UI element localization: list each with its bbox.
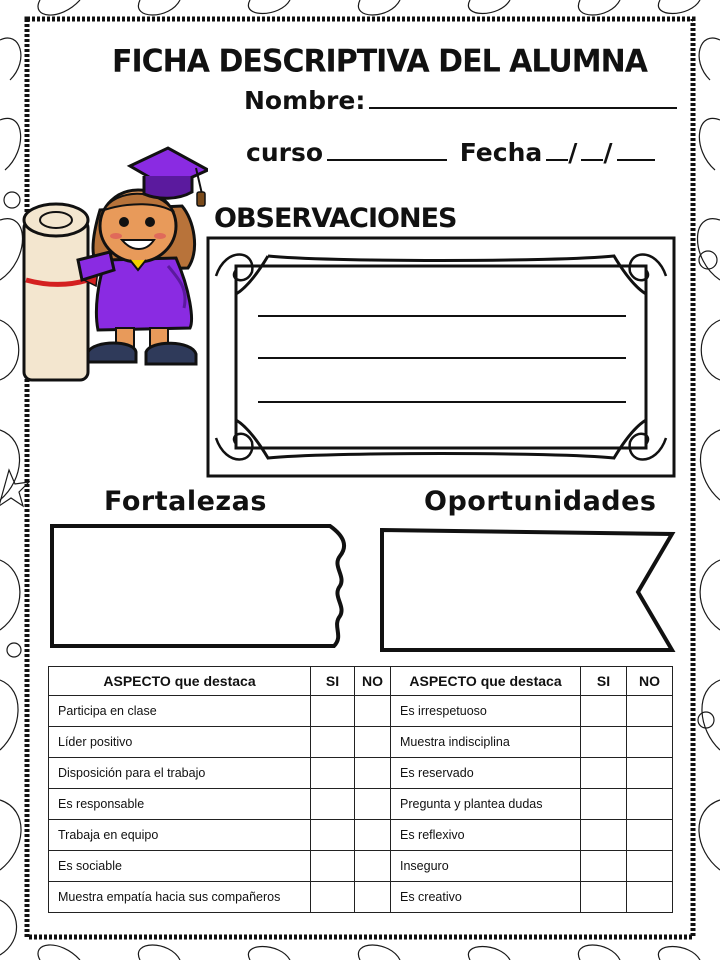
no-checkbox-cell[interactable] <box>355 789 391 820</box>
no-checkbox-cell[interactable] <box>627 727 673 758</box>
si-checkbox-cell[interactable] <box>311 727 355 758</box>
aspecto-right-cell: Es irrespetuoso <box>391 696 581 727</box>
table-row <box>49 789 673 820</box>
header-no-right: NO <box>627 667 673 696</box>
si-checkbox-cell[interactable] <box>581 758 627 789</box>
aspecto-left-cell: Trabaja en equipo <box>49 820 311 851</box>
no-checkbox-cell[interactable] <box>627 851 673 882</box>
si-checkbox-cell[interactable] <box>581 696 627 727</box>
si-checkbox-cell[interactable] <box>581 882 627 913</box>
aspecto-left-cell: Es responsable <box>49 789 311 820</box>
oportunidades-title: Oportunidades <box>424 486 657 517</box>
header-aspecto-right: ASPECTO que destaca <box>391 667 581 696</box>
si-checkbox-cell[interactable] <box>581 727 627 758</box>
fecha-day-blank[interactable] <box>546 139 568 161</box>
fortalezas-title: Fortalezas <box>104 486 267 517</box>
aspecto-left-cell: Disposición para el trabajo <box>49 758 311 789</box>
header-no-left: NO <box>355 667 391 696</box>
aspecto-right-cell: Es creativo <box>391 882 581 913</box>
oportunidades-box[interactable] <box>378 526 678 654</box>
aspecto-left-cell: Es sociable <box>49 851 311 882</box>
aspecto-right-cell: Muestra indisciplina <box>391 727 581 758</box>
curso-blank-line[interactable] <box>327 139 447 161</box>
fecha-label: Fecha <box>459 138 543 167</box>
si-checkbox-cell[interactable] <box>311 758 355 789</box>
aspecto-right-cell: Es reservado <box>391 758 581 789</box>
curso-fecha-row <box>246 138 655 167</box>
aspecto-right-cell: Pregunta y plantea dudas <box>391 789 581 820</box>
si-checkbox-cell[interactable] <box>311 820 355 851</box>
si-checkbox-cell[interactable] <box>581 820 627 851</box>
nombre-blank-line[interactable] <box>369 87 677 109</box>
no-checkbox-cell[interactable] <box>355 820 391 851</box>
table-row <box>49 820 673 851</box>
fecha-separator-1: / <box>568 138 578 167</box>
si-checkbox-cell[interactable] <box>311 696 355 727</box>
fecha-separator-2: / <box>603 138 613 167</box>
fecha-month-blank[interactable] <box>581 139 603 161</box>
si-checkbox-cell[interactable] <box>311 882 355 913</box>
no-checkbox-cell[interactable] <box>627 758 673 789</box>
no-checkbox-cell[interactable] <box>627 820 673 851</box>
page-title: FICHA DESCRIPTIVA DEL ALUMNA <box>112 43 647 80</box>
table-header-row <box>49 667 673 696</box>
header-si-left: SI <box>311 667 355 696</box>
si-checkbox-cell[interactable] <box>311 789 355 820</box>
no-checkbox-cell[interactable] <box>627 696 673 727</box>
aspecto-left-cell: Participa en clase <box>49 696 311 727</box>
si-checkbox-cell[interactable] <box>311 851 355 882</box>
graduate-student-illustration <box>18 140 208 390</box>
aspecto-right-cell: Inseguro <box>391 851 581 882</box>
aspecto-right-cell: Es reflexivo <box>391 820 581 851</box>
table-row <box>49 851 673 882</box>
observaciones-title: OBSERVACIONES <box>214 203 457 234</box>
header-aspecto-left: ASPECTO que destaca <box>49 667 311 696</box>
no-checkbox-cell[interactable] <box>355 882 391 913</box>
header-si-right: SI <box>581 667 627 696</box>
no-checkbox-cell[interactable] <box>355 696 391 727</box>
curso-label: curso <box>246 138 324 167</box>
nombre-row <box>244 86 677 115</box>
fecha-year-blank[interactable] <box>617 139 655 161</box>
fortalezas-box[interactable] <box>48 522 350 650</box>
table-row <box>49 696 673 727</box>
aspecto-left-cell: Líder positivo <box>49 727 311 758</box>
no-checkbox-cell[interactable] <box>355 727 391 758</box>
si-checkbox-cell[interactable] <box>581 789 627 820</box>
no-checkbox-cell[interactable] <box>627 789 673 820</box>
no-checkbox-cell[interactable] <box>627 882 673 913</box>
aspectos-table <box>48 666 673 913</box>
no-checkbox-cell[interactable] <box>355 851 391 882</box>
si-checkbox-cell[interactable] <box>581 851 627 882</box>
nombre-label: Nombre: <box>244 86 366 115</box>
aspecto-left-cell: Muestra empatía hacia sus compañeros <box>49 882 311 913</box>
table-row <box>49 882 673 913</box>
table-row <box>49 727 673 758</box>
no-checkbox-cell[interactable] <box>355 758 391 789</box>
observaciones-frame <box>206 236 676 478</box>
table-row <box>49 758 673 789</box>
